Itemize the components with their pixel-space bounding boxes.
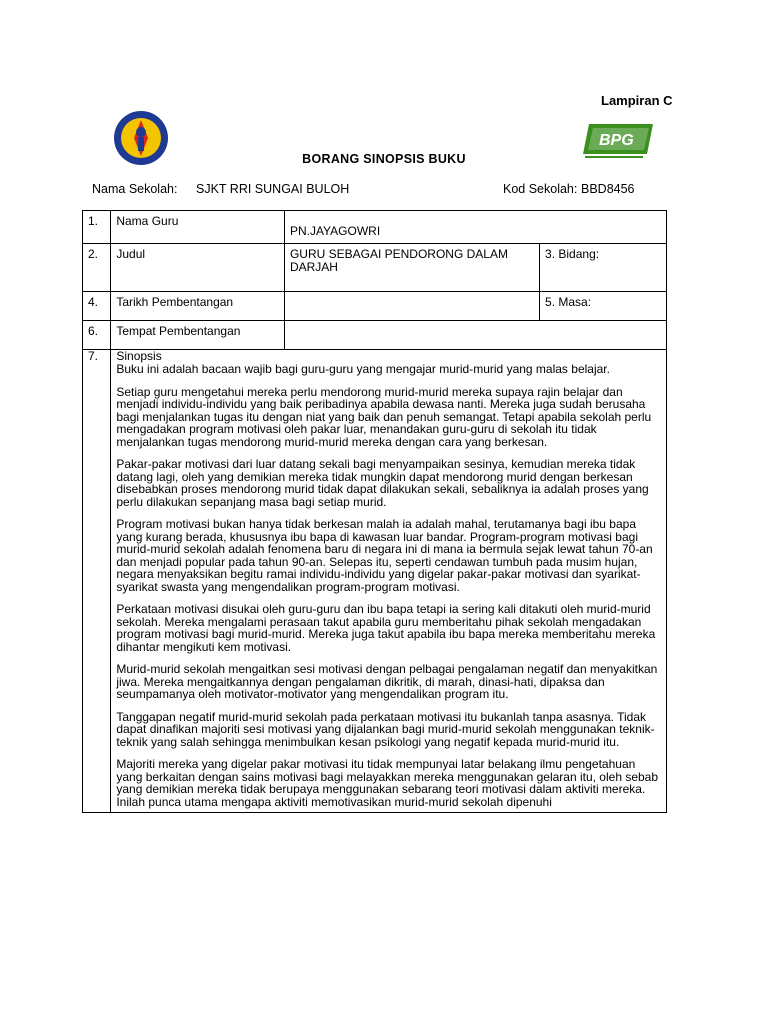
field-value-date[interactable] <box>284 292 539 321</box>
form-row-venue <box>83 321 667 350</box>
form-row-title <box>83 244 667 292</box>
lampiran-label: Lampiran C <box>601 93 673 108</box>
form-title: BORANG SINOPSIS BUKU <box>302 152 466 166</box>
synopsis-paragraph: Murid-murid sekolah mengaitkan sesi motivasi dengan pelbagai pengalaman negatif dan menyakitkan jiwa. Mereka mengaitkannya dengan pengalaman dikritik, di marah, dinasi-hati, dipaksa dan seumpamanya oleh motivator-motivator yang mengendalikan program itu. <box>116 662 658 701</box>
row-number: 1. <box>83 211 111 244</box>
field-label-date: Tarikh Pembentangan <box>111 292 285 321</box>
synopsis-paragraph: Program motivasi bukan hanya tidak berkesan malah ia adalah mahal, terutamanya bagi ibu bapa yang kurang berada, khususnya ibu bapa di kawasan luar bandar. Program-program motivasi bagi murid-murid sekolah adalah fenomena baru di negara ini di mana ia bermula sejak lewat tahun 70-an dan menjadi popular pada tahun 90-an. Selepas itu, seperti cendawan tumbuh pada musim hujan, negara menyaksikan begitu ramai individu-individu yang digelar pakar-pakar motivasi dan syarikat-syarikat swasta yang mengendalikan program-program motivasi. <box>116 517 653 594</box>
school-code-label: Kod Sekolah: <box>503 182 578 196</box>
field-value-teacher[interactable] <box>284 211 666 244</box>
synopsis-label: Sinopsis <box>116 349 162 363</box>
synopsis-paragraph: Tanggapan negatif murid-murid sekolah pada perkataan motivasi itu bukanlah tanpa asasnya. Tidak dapat dinafikan majoriti sesi motivasi yang dijalankan bagi murid-murid sekolah menggunakan teknik-teknik yang salah sehingga menimbulkan kesan psikologi yang negatif kepada murid-murid itu. <box>116 709 655 749</box>
row-number: 4. <box>83 292 111 321</box>
form-row-date <box>83 292 667 321</box>
form-row-teacher <box>83 211 667 244</box>
synopsis-paragraph: Perkataan motivasi disukai oleh guru-guru dan ibu bapa tetapi ia sering kali ditakuti oleh murid-murid sekolah. Mereka mengalami perasaan takut apabila guru memberitahu pihak sekolah mengadakan program motivasi bagi murid-murid. Mereka juga takut apabila ibu bapa mereka memberitahu mereka dihantar mengikuti kem motivasi. <box>116 602 656 654</box>
field-label-teacher: Nama Guru <box>111 211 285 244</box>
synopsis-paragraph: Setiap guru mengetahui mereka perlu mendorong murid-murid mereka supaya rajin belajar dan menjadi individu-individu yang baik peribadinya apabila dewasa nanti. Mereka juga sudah berusaha bagi menjalankan tugas itu dengan niat yang baik dan penuh semangat. Tetapi apabila sekolah perlu mengadakan program motivasi oleh pakar luar, menandakan guru-guru di sekolah itu tidak menjalankan tugas mendorong murid-murid mereka dengan cara yang berkesan. <box>116 384 652 449</box>
school-code-value: BBD8456 <box>581 182 635 196</box>
field-value-title[interactable]: GURU SEBAGAI PENDORONG DALAM DARJAH <box>284 244 539 292</box>
form-row-synopsis <box>83 350 667 813</box>
synopsis-cell <box>111 350 667 813</box>
school-name-value: SJKT RRI SUNGAI BULOH <box>196 182 350 196</box>
field-label-time[interactable]: 5. Masa: <box>540 292 667 321</box>
synopsis-paragraph: Buku ini adalah bacaan wajib bagi guru-guru yang mengajar murid-murid yang malas belajar. <box>116 362 610 376</box>
field-value-venue[interactable] <box>284 321 666 350</box>
teacher-name: PN.JAYAGOWRI <box>289 224 381 238</box>
row-number: 2. <box>83 244 111 292</box>
bpg-logo-text: BPG <box>599 132 634 149</box>
row-number: 6. <box>83 321 111 350</box>
synopsis-paragraph: Pakar-pakar motivasi dari luar datang sekali bagi menyampaikan sesinya, kemudian mereka tidak datang lagi, oleh yang demikian mereka tidak mungkin dapat mendorong murid dengan berkesan disebabkan proses mendorong murid tidak dapat dilakukan sekali, sebaliknya ia adalah proses yang perlu dilakukan sepanjang masa bagi setiap murid. <box>116 457 649 509</box>
synopsis-paragraph: Majoriti mereka yang digelar pakar motivasi itu tidak mempunyai latar belakang ilmu pengetahuan yang berkaitan dengan sains motivasi bagi melayakkan mereka menggunakan gelaran itu, oleh sebab yang demikian mereka tidak berupaya menggunakan sebarang teori motivasi dalam aktiviti mereka. Inilah punca utama mengapa aktiviti memotivasikan murid-murid sekolah dipenuhi <box>116 757 659 809</box>
synopsis-body <box>116 350 661 808</box>
field-label-bidang[interactable]: 3. Bidang: <box>540 244 667 292</box>
row-number: 7. <box>83 350 111 813</box>
field-label-venue: Tempat Pembentangan <box>111 321 285 350</box>
synopsis-form-table <box>82 210 667 813</box>
field-label-title: Judul <box>111 244 285 292</box>
school-name-label: Nama Sekolah: <box>92 182 178 196</box>
